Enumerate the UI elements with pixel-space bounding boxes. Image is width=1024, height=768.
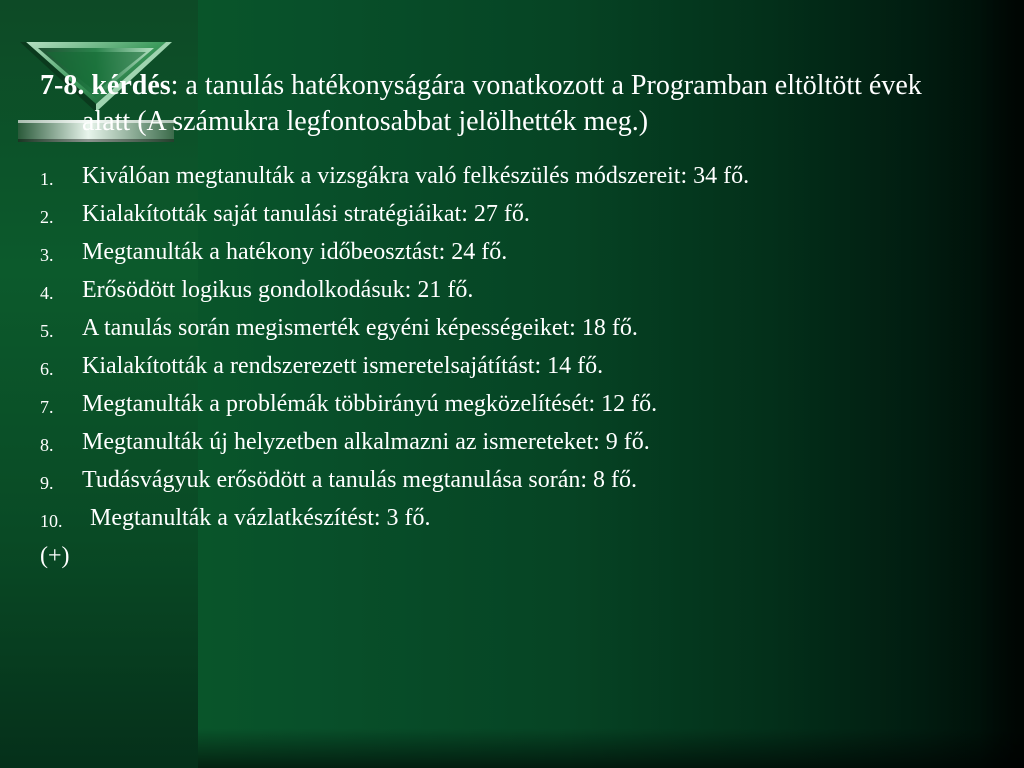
list-item-number: 10. (40, 511, 63, 531)
list-item-number: 8. (40, 435, 54, 455)
list-item-number: 1. (40, 169, 54, 189)
list-item-text: Megtanulták a hatékony időbeosztást: 24 fő. (82, 239, 508, 265)
heading-bold-label: 7-8. kérdés (40, 70, 171, 101)
list-item (40, 314, 960, 342)
right-shadow (978, 0, 1024, 768)
list-item-number: 2. (40, 207, 54, 227)
heading-text: : a tanulás hatékonyságára vonatkozott a Programban eltöltött évek alatt (A számukra legfontosabbat jelölhették meg.) (82, 70, 922, 137)
slide-heading (40, 68, 960, 140)
list-item-text: A tanulás során megismerték egyéni képességeiket: 18 fő. (82, 315, 638, 341)
list-item (40, 504, 960, 532)
list-item-text: Kiválóan megtanulták a vizsgákra való felkészülés módszereit: 34 fő. (82, 163, 750, 189)
list-item (40, 466, 960, 494)
list-item-text: Kialakították saját tanulási stratégiáikat: 27 fő. (82, 201, 530, 227)
list-item (40, 352, 960, 380)
list-item-text: Megtanulták a problémák többirányú megközelítését: 12 fő. (82, 391, 658, 417)
slide-content (40, 68, 960, 570)
list-item-number: 3. (40, 245, 54, 265)
list-item-number: 7. (40, 397, 54, 417)
list-item (40, 428, 960, 456)
trailing-note: (+) (40, 543, 70, 569)
list-item-text: Megtanulták új helyzetben alkalmazni az ismereteket: 9 fő. (82, 429, 650, 455)
numbered-list (40, 162, 960, 532)
list-item-text: Tudásvágyuk erősödött a tanulás megtanulása során: 8 fő. (82, 467, 638, 493)
list-item-text: Kialakították a rendszerezett ismeretelsajátítást: 14 fő. (82, 353, 604, 379)
list-item-number: 5. (40, 321, 54, 341)
list-item (40, 200, 960, 228)
list-item (40, 390, 960, 418)
bottom-shadow (198, 728, 1024, 768)
list-item-text: Erősödött logikus gondolkodásuk: 21 fő. (82, 277, 474, 303)
list-item-number: 4. (40, 283, 54, 303)
list-item-number: 9. (40, 473, 54, 493)
list-item (40, 238, 960, 266)
list-item (40, 276, 960, 304)
list-item-number: 6. (40, 359, 54, 379)
list-item-text: Megtanulták a vázlatkészítést: 3 fő. (90, 505, 431, 531)
list-item (40, 162, 960, 190)
